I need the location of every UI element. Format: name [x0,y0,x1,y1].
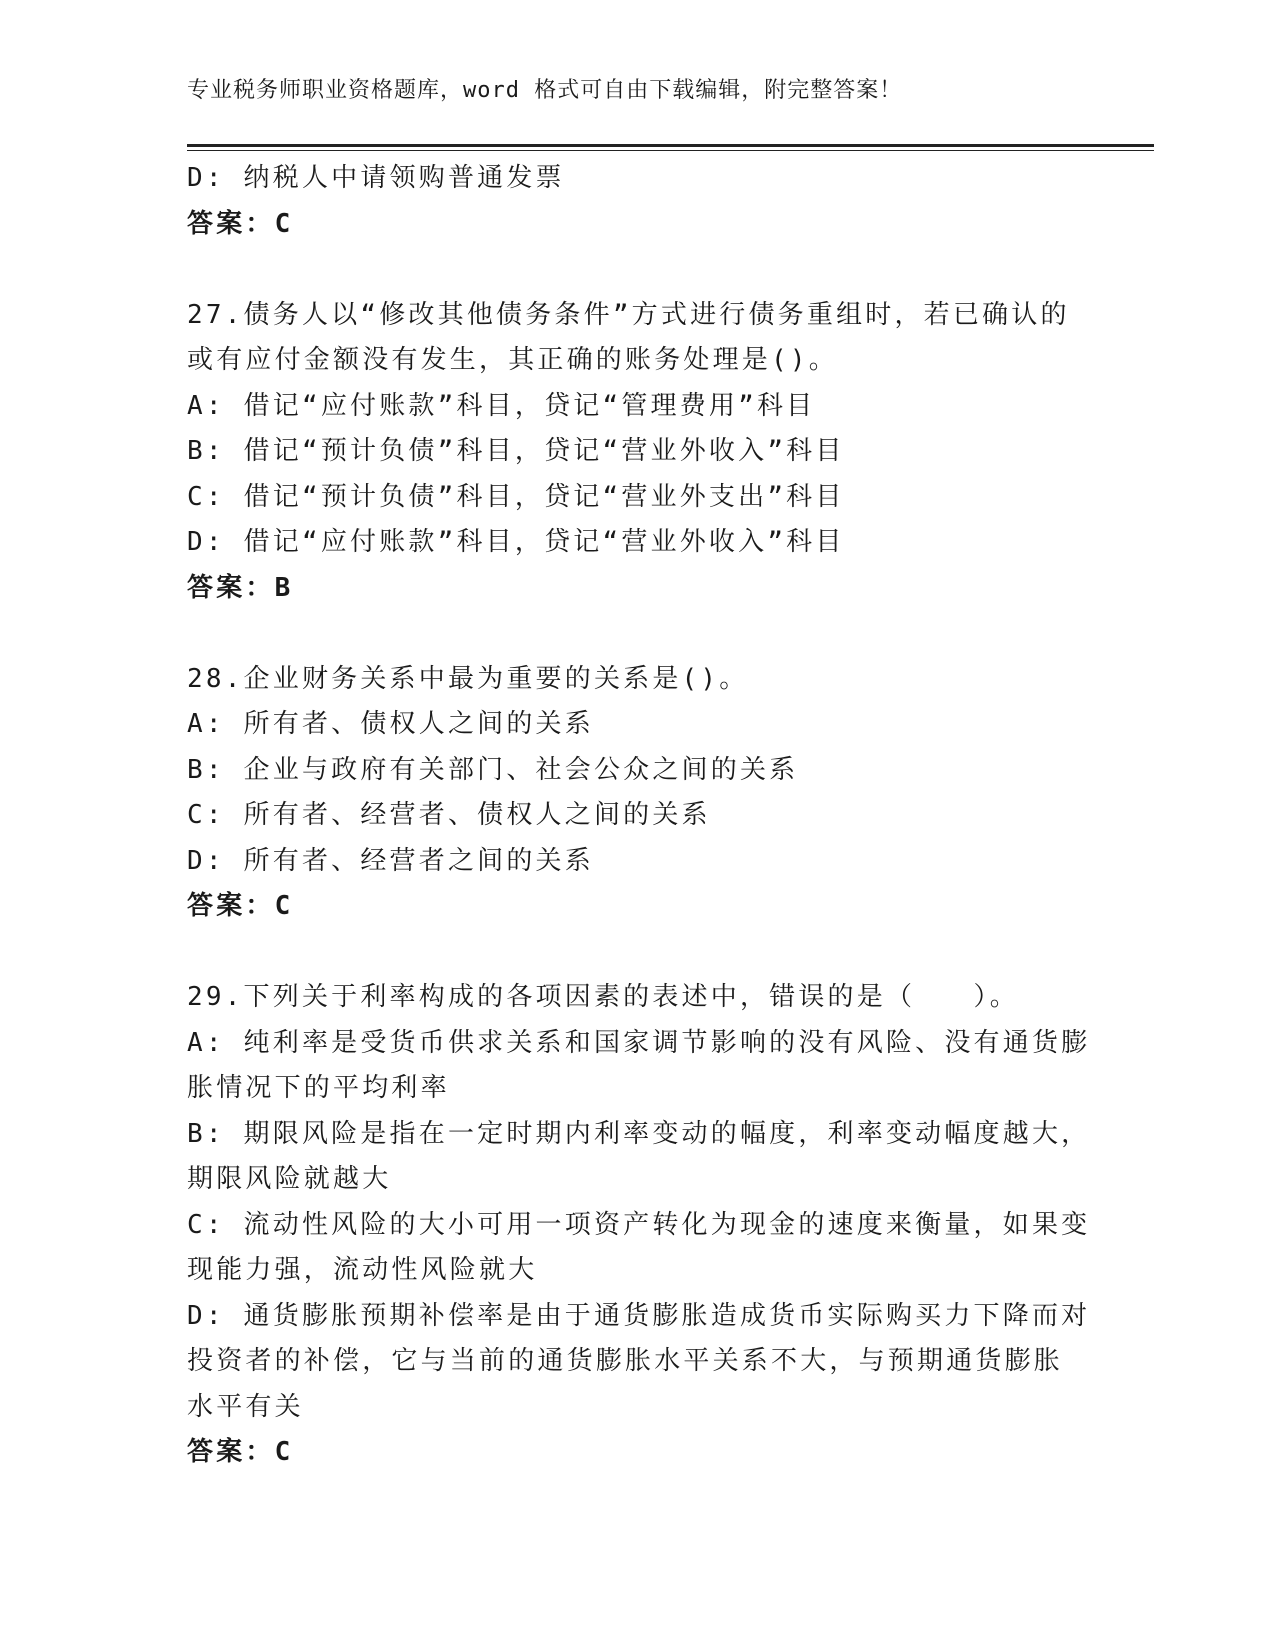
question-content [187,156,1091,1476]
option-b: B: 借记“预计负债”科目，贷记“营业外收入”科目 [187,436,845,466]
option-d: D: 所有者、经营者之间的关系 [187,845,594,876]
question-28 [187,657,1087,930]
spacer [187,611,1087,657]
option-b: B: 期限风险是指在一定时期内利率变动的幅度，利率变动幅度越大， [187,1118,1091,1149]
header-rule-thick [187,144,1154,147]
spacer [187,930,1087,976]
option-d-cont: 水平有关 [187,1391,304,1422]
option-c-cont: 现能力强，流动性风险就大 [187,1255,538,1285]
question-27 [187,293,1087,612]
header-rule-thin [187,150,1154,151]
question-stem: 或有应付金额没有发生，其正确的账务处理是()。 [187,345,838,375]
option-a: A: 纯利率是受货币供求关系和国家调节影响的没有风险、没有通货膨 [187,1027,1091,1058]
answer-line: 答案：C [187,1437,294,1467]
option-c: C: 所有者、经营者、债权人之间的关系 [187,800,711,830]
option-c: C: 流动性风险的大小可用一项资产转化为现金的速度来衡量，如果变 [187,1209,1091,1240]
option-d: D: 通货膨胀预期补偿率是由于通货膨胀造成货币实际购买力下降而对 [187,1300,1091,1331]
option-d-cont: 投资者的补偿，它与当前的通货膨胀水平关系不大，与预期通货膨胀 [187,1346,1064,1376]
question-stem: 29.下列关于利率构成的各项因素的表述中，错误的是（ ）。 [187,982,1019,1012]
answer-line: 答案：B [187,572,294,603]
page-header-note: 专业税务师职业资格题库，word 格式可自由下载编辑，附完整答案！ [187,78,903,103]
option-b-cont: 期限风险就越大 [187,1164,392,1194]
question-29 [187,975,1091,1476]
option-b: B: 企业与政府有关部门、社会公众之间的关系 [187,754,799,785]
option-a-cont: 胀情况下的平均利率 [187,1073,450,1103]
question-stem: 28.企业财务关系中最为重要的关系是()。 [187,663,749,694]
spacer [187,247,1087,293]
option-a: A: 所有者、债权人之间的关系 [187,709,594,739]
option-d: D: 借记“应付账款”科目，贷记“营业外收入”科目 [187,527,845,557]
option-d: D: 纳税人中请领购普通发票 [187,163,565,193]
option-c: C: 借记“预计负债”科目，贷记“营业外支出”科目 [187,481,845,512]
answer-line: 答案：C [187,891,294,921]
question-stem: 27.债务人以“修改其他债务条件”方式进行债务重组时，若已确认的 [187,299,1070,330]
option-a: A: 借记“应付账款”科目，贷记“管理费用”科目 [187,390,816,421]
answer-line: 答案：C [187,208,294,239]
